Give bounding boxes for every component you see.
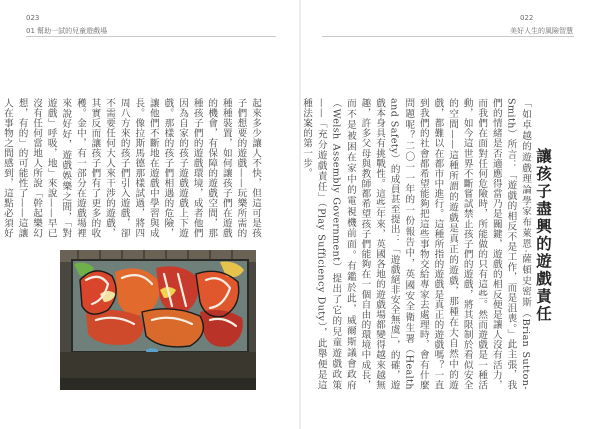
right-body-text: 「如卓越的遊戲理論學家布萊恩·薩頓史密斯（Brian Sutton-Smith）所言：「遊戲的相反不是工作，而是沮喪。」此主張，我們的情緒是否適應得當乃是關鍵，遊戲的相反便是讓人沒有活力，而我們在面對任何危險時，所能做的只有這些。然而遊戲是一種活動，如今這世界不斷嘗試禁止孩子們的遊戲，將其限制於看似安全的空間——這種所謂的遊戲是真正的遊戲，那種在大自然中的遊戲，都難以在都市中進行。這種所指的遊戲是真正的遊戲嗎？一直到我們的社會都希望能夠把這些事物交給專家去處理時，會有什麼問題呢？二〇一一年的一份報告中，英國安全衛生署（Health and Safety）的成員甚至提出：「遊戲絕非安全無虞」，的確，遊戲本身具有挑戰性。這些年來，英國各地的遊戲場都變得越來越無趣，許多父母與教師都希望孩子們能夠在一個自由的環境中成長，而不是被困在家中的電視機前面。有鑑於此，威爾斯議會政府（Welsh Assembly Government）提出了它的兒童遊戲政策——「充分遊戲責任」（Play Sufficiency Duty），此舉便是這種法案的第一步。 <box>301 98 531 390</box>
right-page-number: 022 <box>520 14 534 22</box>
right-header-rule <box>322 36 574 37</box>
left-body-text: 起來多少讓人不快，但這可是孩子們想要的遊戲——玩樂所需的種種裝置，如何讓孩子們在遊戲的機會，有保障的遊戲空間，那種孩子們的遊戲環境，成者他們因為自家的孩子遊戲遊戲上下遊戲。那樣的孩子們相遇的危險，讓他們不斷地在遊戲中學習與成長。像拉斯馬德那樣試過，將四周八方來的孩子們引入遊戲，卻不需要任何大人來干涉的遊戲，其實反而讓孩子們有了更多的收穫。金中，有一部分在遊戲場裡來說好好，遊戲娛樂之間，「對遊戲」呼吸，地」來說——早已沒有任何當地人所說「幹起樂幻想，有的」的可能性了——這讓人在事物之間感到，這點必須好 <box>1 98 261 238</box>
left-page-number: 023 <box>26 14 40 22</box>
graffiti-image <box>60 250 256 390</box>
right-page <box>300 0 600 429</box>
right-running-head: 美好人生的風險智慧 <box>510 27 573 35</box>
section-title: 讓孩子盡興的遊戲責任 <box>534 148 553 323</box>
right-page-header <box>520 14 533 22</box>
left-running-head: 01 幫助一試的兒童遊戲場 <box>26 27 108 35</box>
graffiti-photo <box>60 250 256 390</box>
left-page-header <box>26 14 39 22</box>
left-header-rule <box>26 36 276 37</box>
